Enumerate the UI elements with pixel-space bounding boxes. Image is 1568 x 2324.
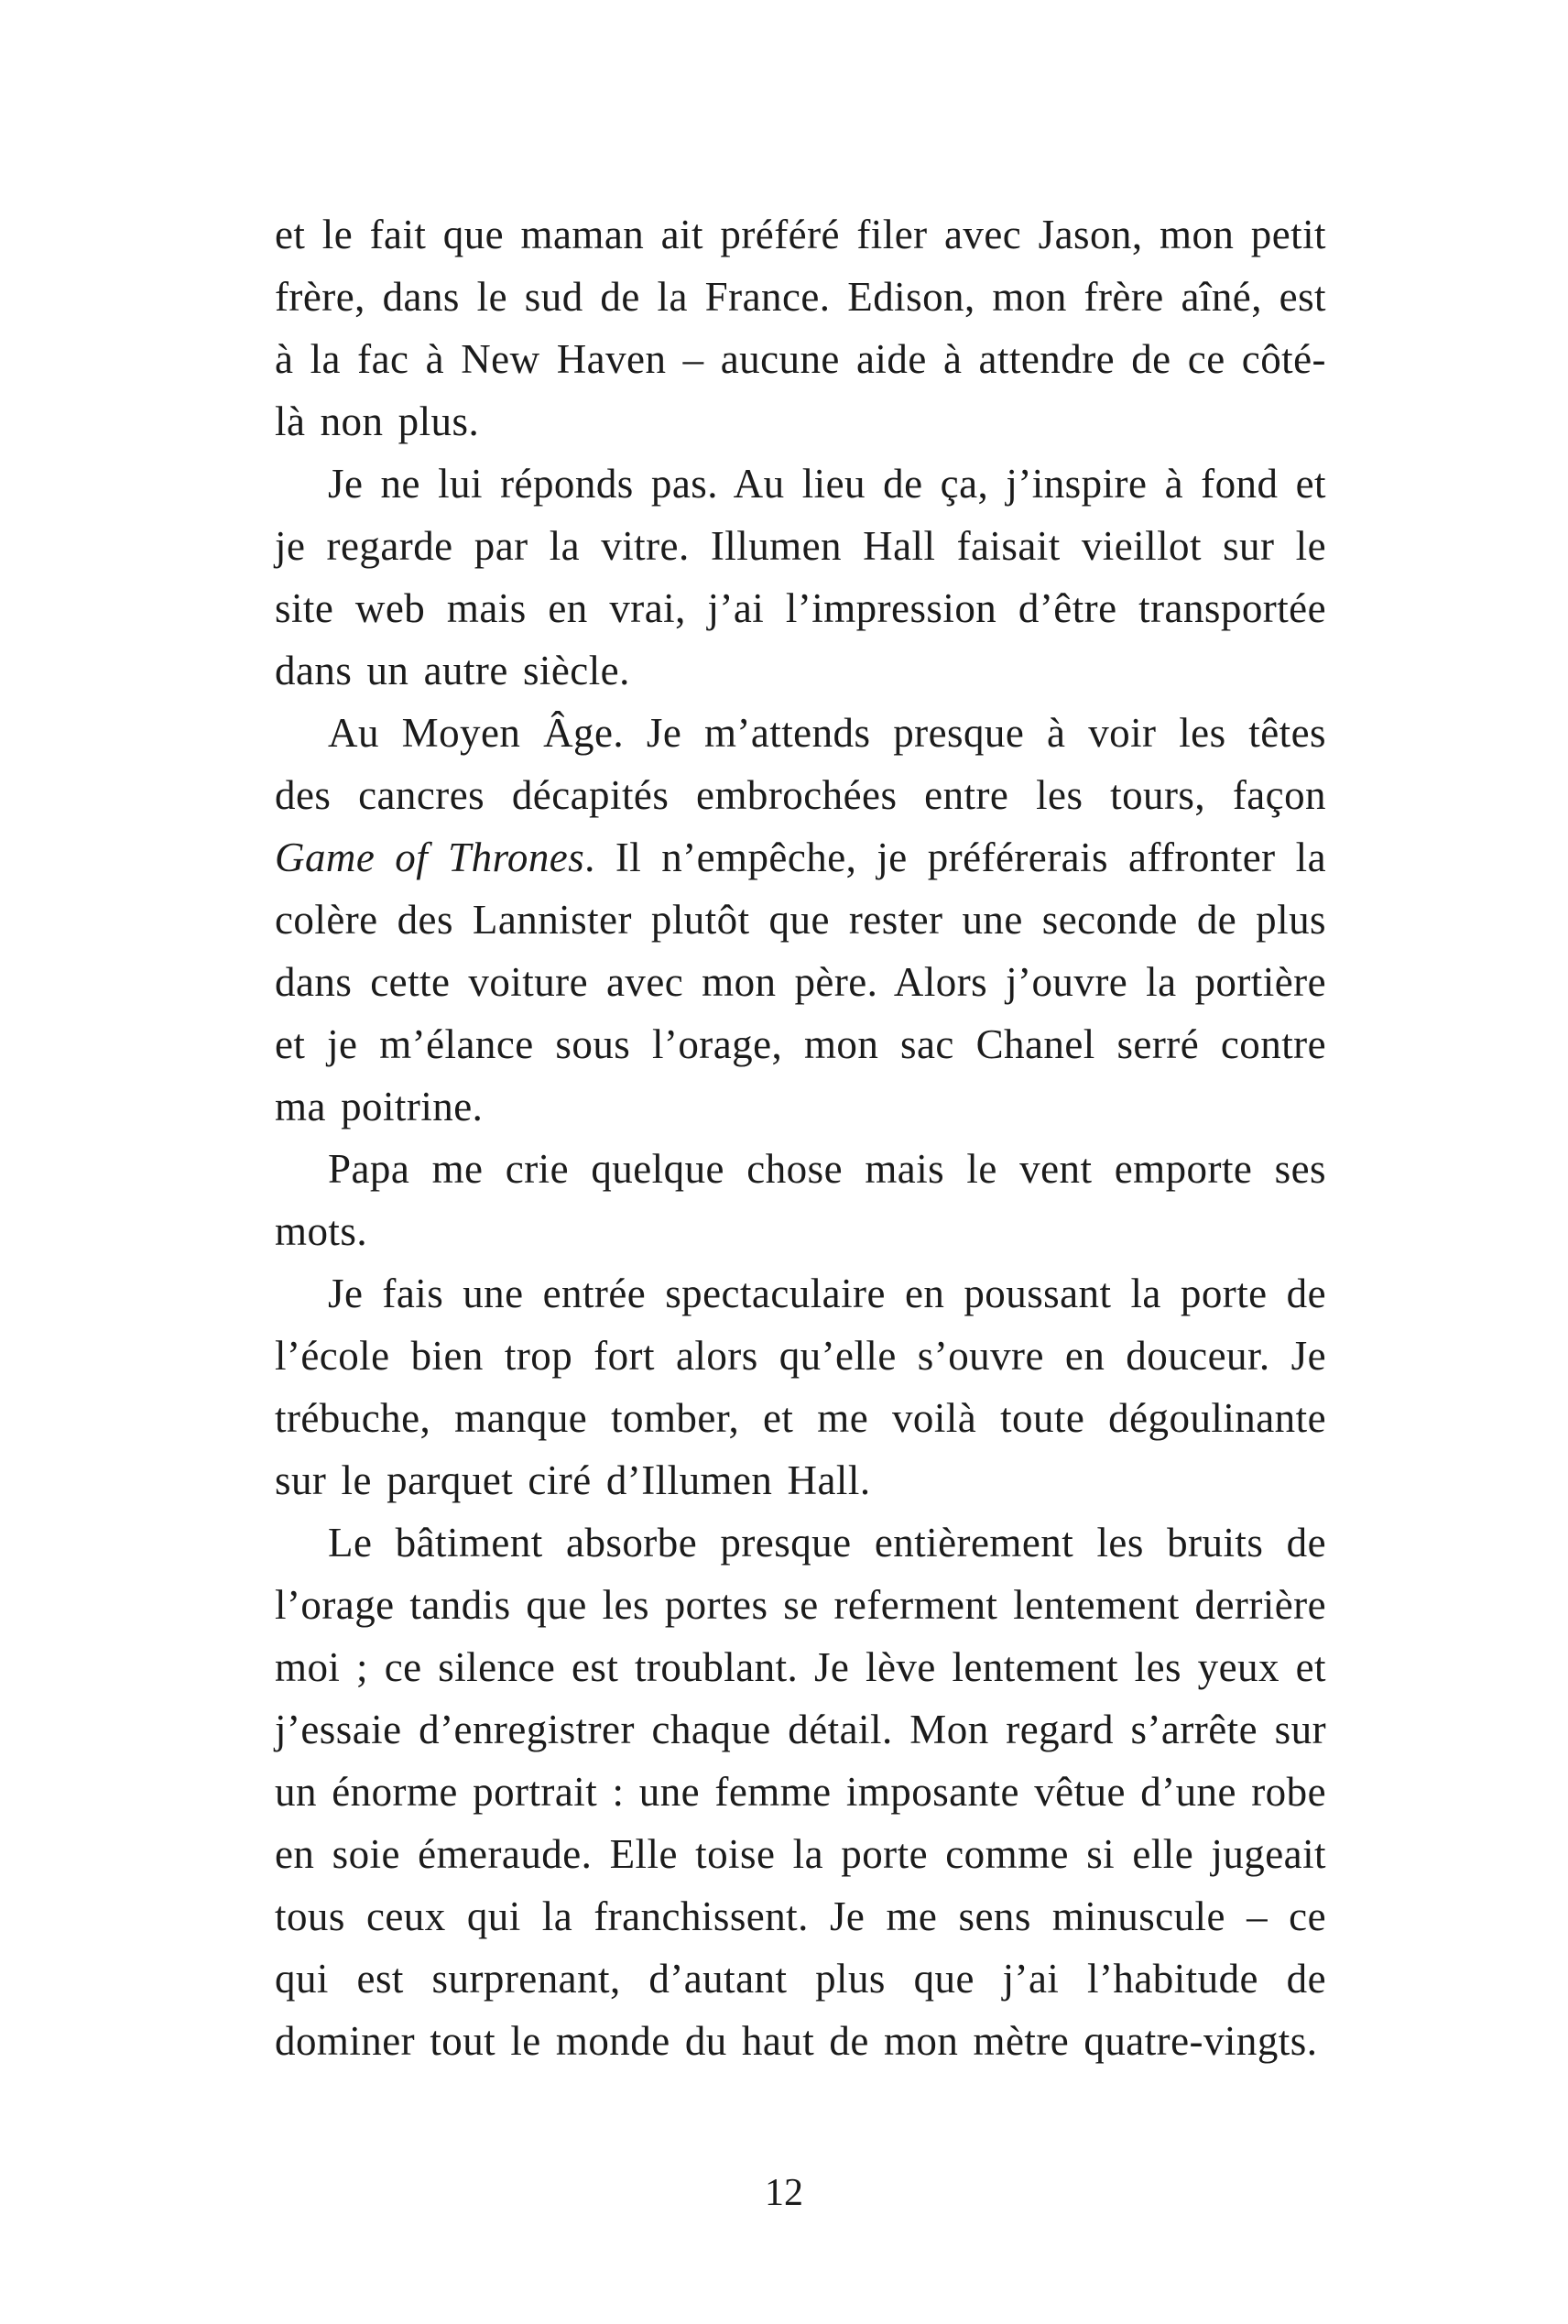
- page-number: 12: [765, 2172, 803, 2214]
- paragraph: [275, 453, 1326, 702]
- paragraph: [275, 702, 1326, 1138]
- text-run: Au Moyen Âge. Je m’attends presque à voir les têtes des cancres décapités embrochées entre les tours, façon: [275, 710, 1326, 818]
- text-run: Je fais une entrée spectaculaire en poussant la porte de l’école bien trop fort alors qu’elle s’ouvre en douceur. Je trébuche, manque tomber, et me voilà toute dégoulinante sur le parquet ciré d’Illumen Hall.: [275, 1271, 1326, 1503]
- text-run: Papa me crie quelque chose mais le vent emporte ses mots.: [275, 1146, 1326, 1254]
- paragraph: [275, 1138, 1326, 1262]
- text-run: Le bâtiment absorbe presque entièrement les bruits de l’orage tandis que les portes se referment lentement derrière moi ; ce silence est troublant. Je lève lentement les yeux et j’essaie d’enregistrer chaque détail. Mon regard s’arrête sur un énorme portrait : une femme imposante vêtue d’une robe en soie émeraude. Elle toise la porte comme si elle jugeait tous ceux qui la franchissent. Je me sens minuscule – ce qui est surprenant, d’autant plus que j’ai l’habitude de dominer tout le monde du haut de mon mètre quatre-vingts.: [275, 1520, 1326, 2064]
- page-text: [275, 203, 1326, 2072]
- paragraph: [275, 1262, 1326, 1511]
- paragraph: [275, 203, 1326, 453]
- italic-text-run: Game of Thrones: [275, 835, 585, 880]
- text-run: . Il n’empêche, je préférerais affronter la colère des Lannister plutôt que rester une seconde de plus dans cette voiture avec mon père. Alors j’ouvre la portière et je m’élance sous l’orage, mon sac Chanel serré contre ma poitrine.: [275, 835, 1326, 1129]
- paragraph: [275, 1511, 1326, 2072]
- text-run: et le fait que maman ait préféré filer avec Jason, mon petit frère, dans le sud de la France. Edison, mon frère aîné, est à la fac à New Haven – aucune aide à attendre de ce côté-là non plus.: [275, 212, 1326, 444]
- text-run: Je ne lui réponds pas. Au lieu de ça, j’inspire à fond et je regarde par la vitre. Illumen Hall faisait vieillot sur le site web mais en vrai, j’ai l’impression d’être transportée dans un autre siècle.: [275, 461, 1326, 693]
